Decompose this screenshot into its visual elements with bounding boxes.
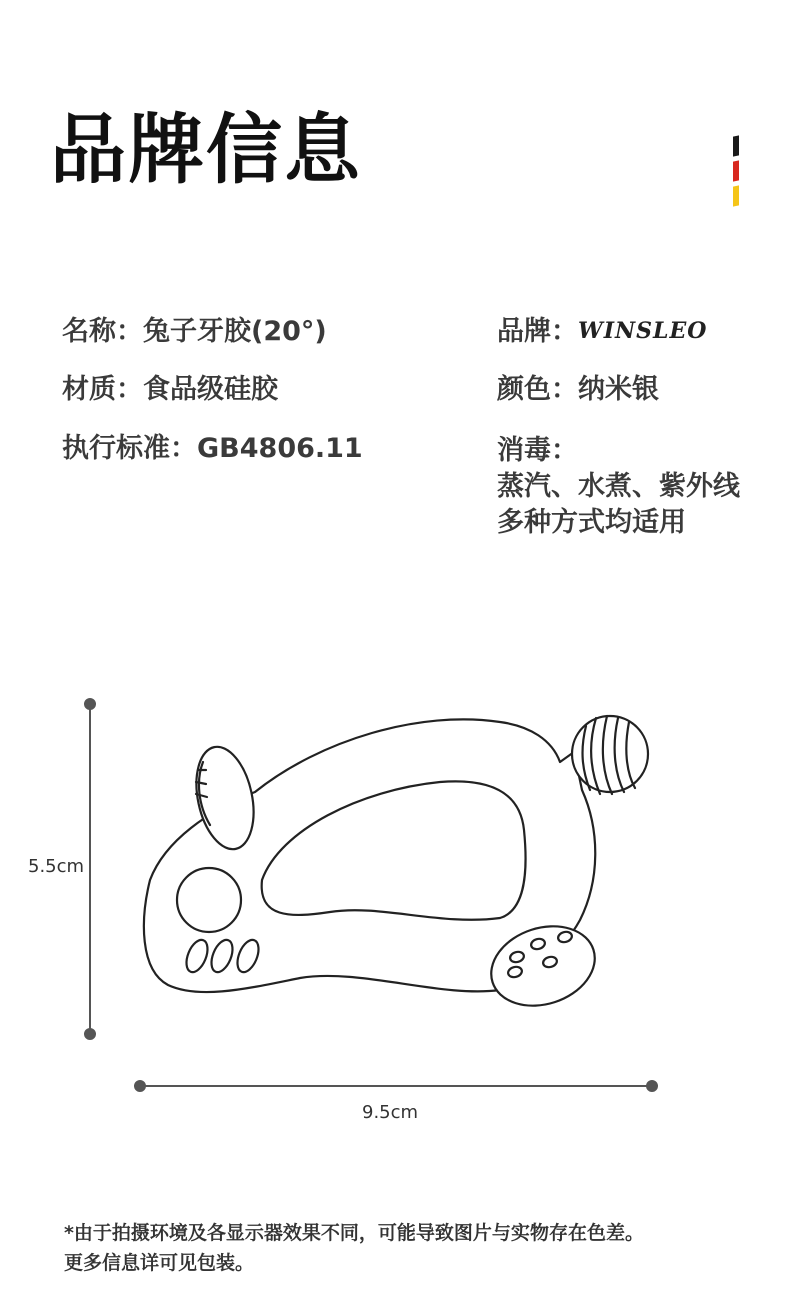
width-dimension-line	[135, 1081, 657, 1091]
color-disclaimer-note	[64, 1218, 764, 1278]
width-dimension-label: 9.5cm	[362, 1102, 419, 1123]
height-dimension-line	[85, 699, 95, 1039]
brand-logo: WINSLEO	[578, 318, 708, 344]
brand-label: 品牌：	[497, 316, 578, 347]
note-line-2: 更多信息详可见包装。	[64, 1252, 255, 1274]
disinfect-label: 消毒：	[497, 435, 578, 466]
note-line-1: *由于拍摄环境及各显示器效果不同，可能导致图片与实物存在色差。	[64, 1222, 644, 1244]
disinfect-line-1: 蒸汽、水煮、紫外线	[497, 471, 740, 502]
height-dimension-label: 5.5cm	[28, 856, 85, 877]
product-material: 材质：食品级硅胶	[62, 374, 278, 405]
product-name: 名称：兔子牙胶(20°)	[62, 316, 327, 347]
rabbit-teether-illustration	[144, 716, 648, 1019]
product-color: 颜色：纳米银	[497, 374, 659, 405]
product-standard: 执行标准：GB4806.11	[62, 433, 363, 464]
disinfect-line-2: 多种方式均适用	[497, 507, 686, 538]
page-title: 品牌信息	[50, 105, 362, 194]
